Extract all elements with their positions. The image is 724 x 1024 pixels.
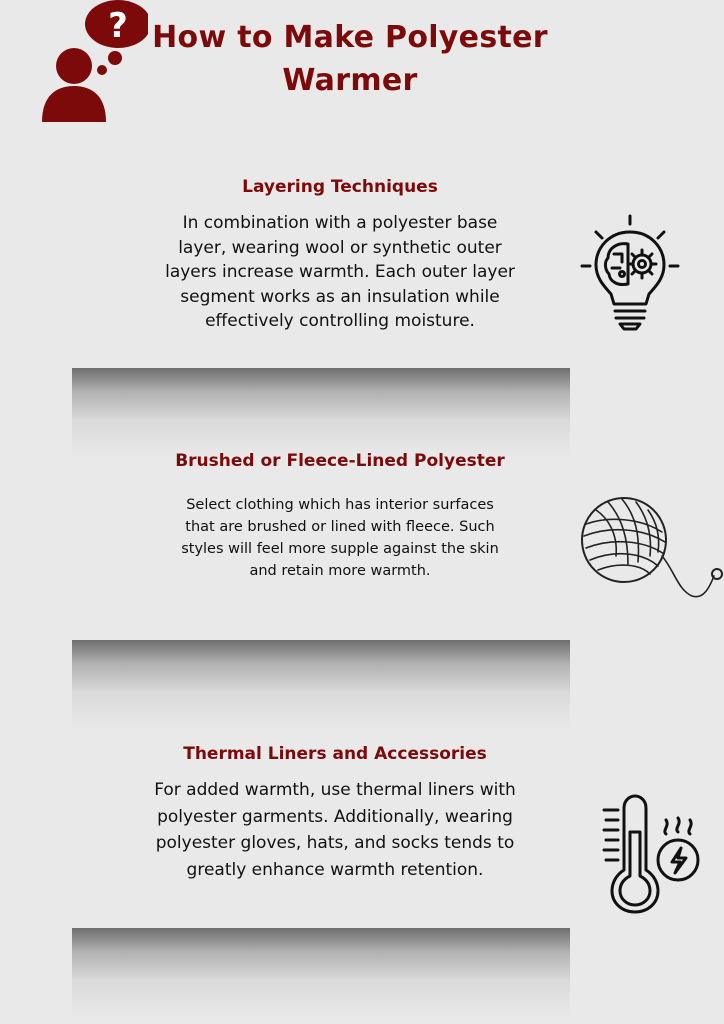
- thermometer-heat-icon: [598, 792, 708, 916]
- section-layering: [160, 177, 520, 334]
- lightbulb-brain-icon: [578, 212, 682, 332]
- section-heading: Brushed or Fleece-Lined Polyester: [175, 451, 505, 471]
- page-title: How to Make Polyester Warmer: [152, 20, 548, 98]
- section-body: For added warmth, use thermal liners with polyester garments. Additionally, wearing polyester gloves, hats, and socks tends to greatly enhance warmth retention.: [154, 780, 516, 880]
- section-body: Select clothing which has interior surfaces that are brushed or lined with fleece. Such styles will feel more supple against the skin and retain more warmth.: [181, 497, 499, 579]
- person-question-icon: [38, 0, 148, 126]
- section-heading: Thermal Liners and Accessories: [183, 744, 487, 764]
- svg-text:?: ?: [108, 6, 128, 46]
- section-divider: [72, 928, 570, 1016]
- yarn-ball-icon: [578, 494, 724, 604]
- section-heading: Layering Techniques: [242, 177, 438, 197]
- section-body: In combination with a polyester base layer, wearing wool or synthetic outer layers increase warmth. Each outer layer segment works as an insulation while effectively controlling moisture.: [165, 213, 515, 332]
- section-divider: [72, 640, 570, 728]
- section-divider: [72, 368, 570, 456]
- section-thermal: [140, 744, 530, 883]
- section-fleece: [140, 451, 540, 582]
